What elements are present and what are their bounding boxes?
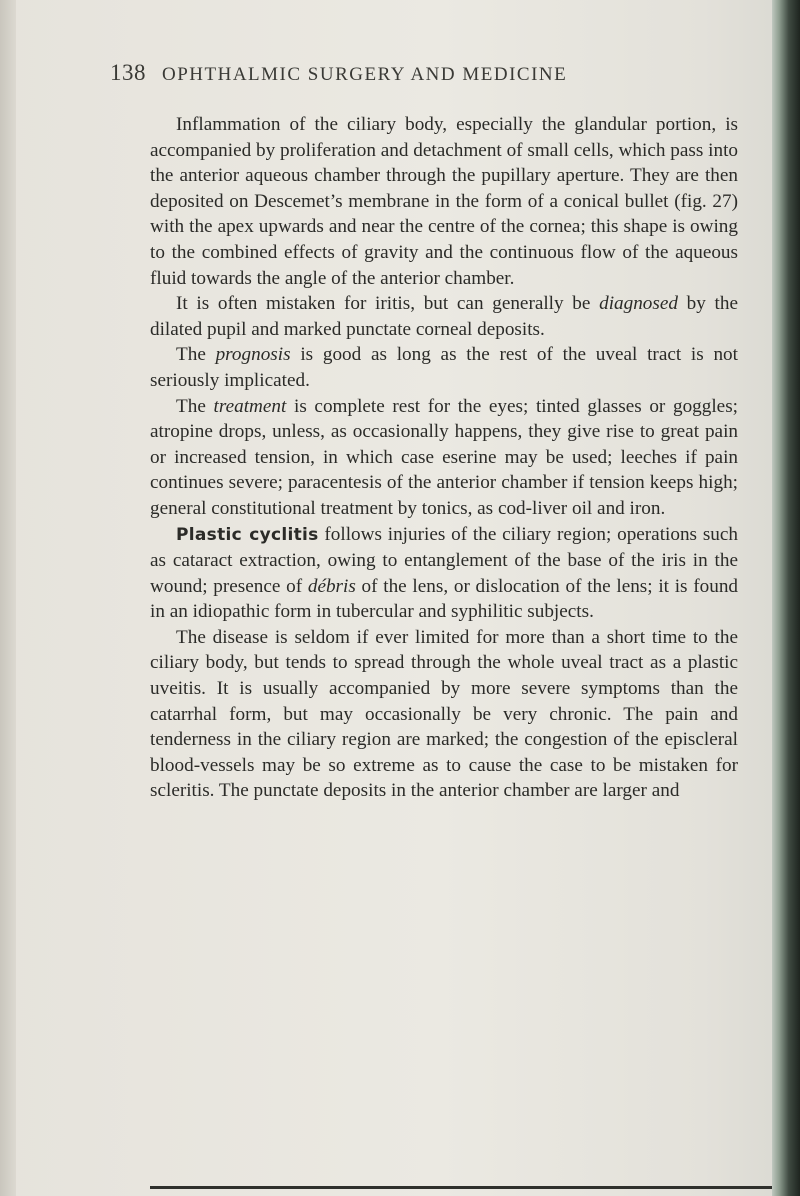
paragraph-plastic-cyclitis xyxy=(150,522,738,625)
paragraph-treatment xyxy=(150,394,738,522)
section-heading-plastic-cyclitis: Plastic cyclitis xyxy=(176,524,319,545)
page-number: 138 xyxy=(110,60,146,85)
body-text xyxy=(150,112,738,804)
italic-term-treatment: treatment xyxy=(213,395,287,417)
paragraph-text: of the lens, or dislocation of the lens; it is found in an idiopathic form in tubercular and syphilitic subjects. xyxy=(150,575,739,623)
paragraph-prognosis xyxy=(150,342,738,393)
running-title: OPHTHALMIC SURGERY AND MEDICINE xyxy=(162,64,568,85)
left-page-edge xyxy=(0,0,16,1196)
paragraph-diagnosis xyxy=(150,291,738,342)
running-header xyxy=(110,60,670,86)
book-spine-edge xyxy=(772,0,800,1196)
paragraph-text: follows injuries of the ciliary region; operations such as cataract extraction, owing to entanglement of the base of the iris in the wound; presence of xyxy=(150,523,738,597)
italic-term-debris: débris xyxy=(307,575,356,597)
paragraph-text: by the dilated pupil and marked punctate corneal deposits. xyxy=(150,293,738,340)
italic-term-diagnosed: diagnosed xyxy=(599,293,678,315)
italic-term-prognosis: prognosis xyxy=(215,344,291,366)
paragraph-disease-course: The disease is seldom if ever limited for more than a short time to the ciliary body, but tends to spread through the whole uveal tract as a plastic uveitis. It is usually accompanied by more severe symptoms than the catarrhal form, but may occasionally be very chronic. The pain and tenderness in the ciliary region are marked; the congestion of the episcleral blood-vessels may be so extreme as to cause the case to be mistaken for scleritis. The punctate deposits in the anterior chamber are larger and xyxy=(150,626,738,802)
paragraph-text: The xyxy=(176,344,216,366)
paragraph-text: is complete rest for the eyes; tinted glasses or goggles; atropine drops, unless, as occasionally happens, they give rise to great pain or increased tension, in which case eserine may be used; leeches if pain continues severe; paracentesis of the anterior chamber if tension keeps high; general constitutional treatment by tonics, as cod-liver oil and iron. xyxy=(150,395,738,519)
paragraph-text: It is often mistaken for iritis, but can generally be xyxy=(176,293,600,315)
paragraph-ciliary-inflammation: Inflammation of the ciliary body, especially the glandular portion, is accompanied by proliferation and detachment of small cells, which pass into the anterior aqueous chamber through the pupillary aperture. They are then deposited on Descemet’s membrane in the form of a conical bullet (fig. 27) with the apex upwards and near the centre of the cornea; this shape is owing to the combined effects of gravity and the continuous flow of the aqueous fluid towards the angle of the anterior chamber. xyxy=(150,114,738,289)
page-bottom-edge xyxy=(150,1186,772,1189)
paragraph-text: is good as long as the rest of the uveal tract is not seriously implicated. xyxy=(150,344,738,391)
paragraph-text: The xyxy=(176,395,214,417)
